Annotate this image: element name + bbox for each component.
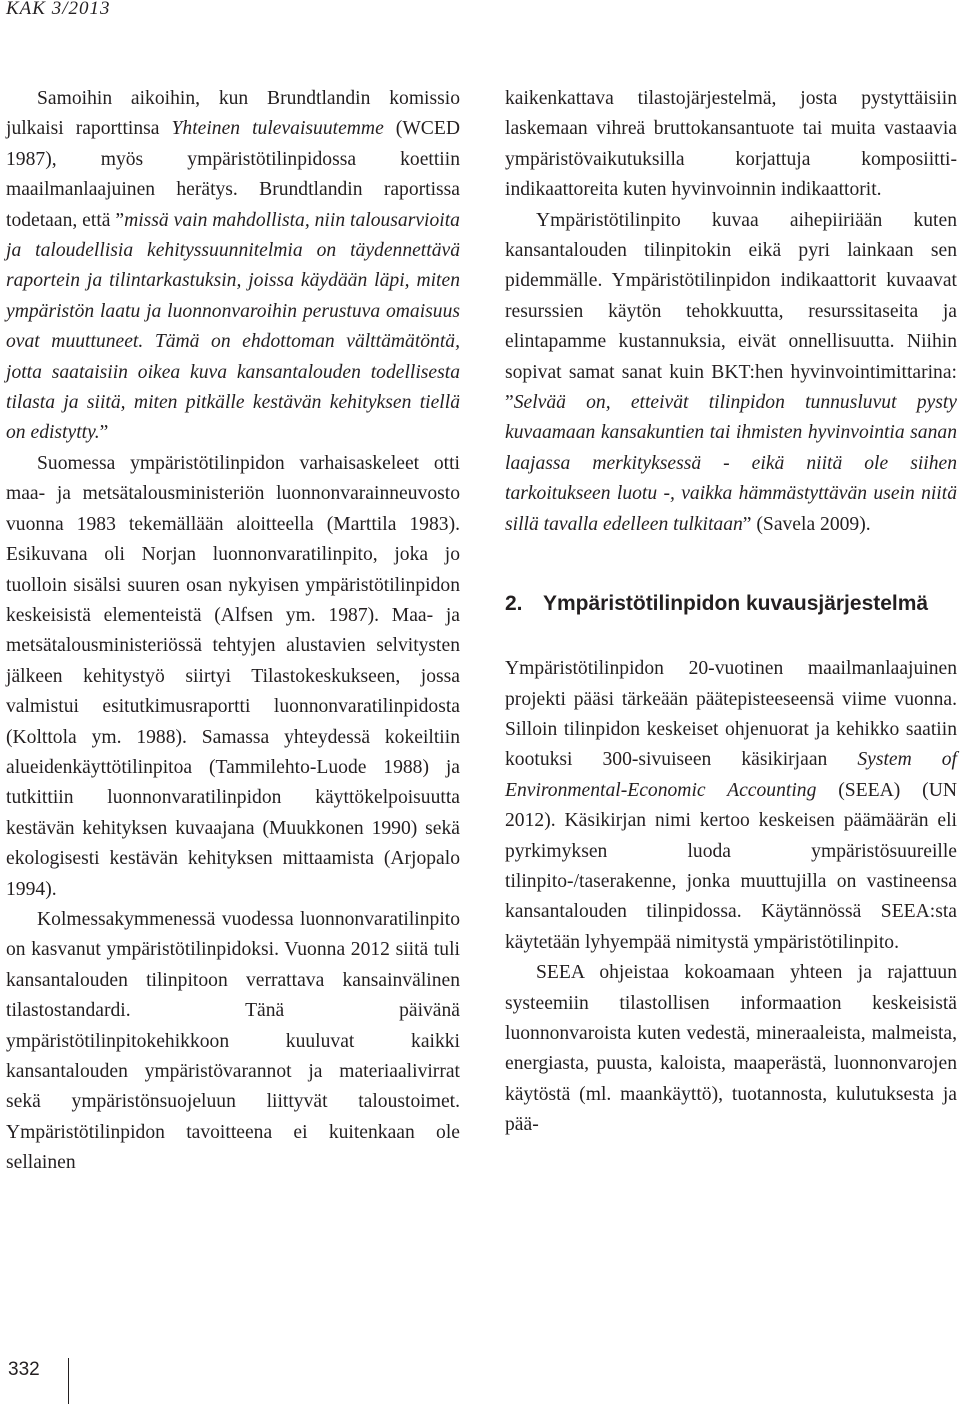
text-run: Ympäristötilinpito kuvaa aihepiiriään kuten kansantalouden tilinpitokin eikä pyri lainkaan sen pidemmälle. Ympäristötilinpidon indikaattorit kuvaavat resurssien käytön tehokkuutta, resurssitaseita ja elintapamme kustannuksia, eivät onnellisuutta. Niihin sopivat samat sanat kuin BKT:hen hyvinvointimittarina: ” (505, 209, 957, 414)
text-run: ” (99, 422, 109, 444)
body-paragraph (505, 958, 957, 1140)
body-paragraph (505, 206, 957, 540)
body-paragraph (505, 84, 957, 206)
body-paragraph (6, 84, 460, 449)
body-paragraph (6, 449, 460, 905)
text-run: Ympäristötilinpidon 20-vuotinen maailmanlaajuinen projekti pääsi tärkeään päätepisteeseensä viime vuonna. Silloin tilinpidon keskeiset ohjenuorat ja kehikko saatiin kootuksi 300-sivuiseen käsikirjaan (505, 658, 957, 771)
footer-divider (68, 1358, 69, 1404)
section-title: Ympäristötilinpidon kuvausjärjestelmä (543, 592, 929, 616)
italic-text: Selvää on, etteivät tilinpidon tunnusluvut pysty kuvaamaan kansakuntien tai ihmisten hyvinvointia sanan laajassa merkityksessä - eikä niitä ole siihen tarkoitukseen luotu -, vaikka hämmästyttävän usein niitä sillä tavalla edelleen tulkitaan (505, 392, 957, 535)
left-column (6, 84, 460, 1179)
italic-text: Yhteinen tulevaisuutemme (171, 118, 384, 140)
body-paragraph (6, 905, 460, 1179)
italic-text: missä vain mahdollista, niin talousarvioita ja taloudellisia kehityssuunnitelmia on täydennettävä raportein ja tilintarkastuksin, joissa käydään läpi, miten ympäristön laatu ja luonnonvaroihin perustuva omaisuus ovat muuttuneet. Tämä on ehdottoman välttämätöntä, jotta saataisiin oikea kuva kansantalouden todellisesta tilasta ja siitä, miten pitkälle kestävän kehityksen tiellä on edistytty. (6, 209, 460, 444)
text-run: SEEA ohjeistaa kokoamaan yhteen ja rajattuun systeemiin tilastollisen informaation keskeisistä luonnonvaroista kuten vedestä, mineraaleista, malmeista, energiasta, puusta, kaloista, maaperästä, luonnonvarojen käytöstä (ml. maankäyttö), tuotannosta, kulutuksesta ja pää- (505, 962, 957, 1136)
text-run: Suomessa ympäristötilinpidon varhaisaskeleet otti maa- ja metsätalousministeriön luonnonvarainneuvosto vuonna 1983 tekemällään aloitteella (Marttila 1983). Esikuvana oli Norjan luonnonvaratilinpito, joka jo tuolloin sisälsi suuren osan nykyisen ympäristötilinpidon keskeisistä elementeistä (Alfsen ym. 1987). Maa- ja metsätalousministeriössä tehtyjen alustavien selvitysten jälkeen kehitystyö siirtyi Tilastokeskukseen, jossa valmistui esitutkimusraportti luonnonvaratilinpidosta (Kolttola ym. 1988). Samassa yhteydessä kokeiltiin alueidenkäyttötilinpitoa (Tammilehto-Luode 1988) ja tutkittiin luonnonvaratilinpidon käyttökelpoisuutta kestävän kehityksen kuvaajana (Muukkonen 1990) sekä ekologisesti kestävän kehityksen mittaamista (Arjopalo 1994). (6, 452, 460, 900)
text-run: Kolmessakymmenessä vuodessa luonnonvaratilinpito on kasvanut ympäristötilinpidoksi. Vuonna 2012 siitä tuli kansantalouden tilinpitoon verrattava kansainvälinen tilastostandardi. Tänä päivänä ympäristötilinpitokehikkoon kuuluvat kaikki kansantalouden ympäristövarannot ja materiaalivirrat sekä ympäristönsuojeluun liittyvät taloustoimet. Ympäristötilinpidon tavoitteena ei kuitenkaan ole sellainen (6, 908, 460, 1174)
text-run: ” (Savela 2009). (742, 513, 871, 535)
right-column (505, 84, 957, 1141)
text-run: Samoihin aikoihin, kun Brundtlandin komissio julkaisi raporttinsa (6, 88, 460, 140)
body-paragraph (505, 654, 957, 958)
section-heading (505, 590, 957, 618)
text-run: (SEEA) (UN 2012). Käsikirjan nimi kertoo keskeisen päämäärän eli pyrkimyksen luoda ympäristösuureille tilinpito-/taserakenne, jonka muuttujilla on vastineensa kansantalouden tilinpidossa. Käytännössä SEEA:sta käytetään lyhyempää nimitystä ympäristötilinpito. (505, 779, 958, 953)
text-run: (WCED 1987), myös ympäristötilinpidossa koettiin maailmanlaajuinen herätys. Brundtlandin raportissa todetaan, että ” (6, 118, 460, 231)
italic-text: System of Environmental-Economic Accounting (505, 749, 957, 801)
page-number: 332 (8, 1359, 40, 1380)
running-header: KAK 3/2013 (6, 0, 111, 19)
section-number: 2. (505, 592, 523, 616)
text-run: kaikenkattava tilastojärjestelmä, josta pystyttäisiin laskemaan vihreä bruttokansantuote tai muita vastaavia ympäristövaikutuksilla korjattuja komposiitti-indikaattoreita kuten hyvinvoinnin indikaattorit. (505, 88, 957, 201)
